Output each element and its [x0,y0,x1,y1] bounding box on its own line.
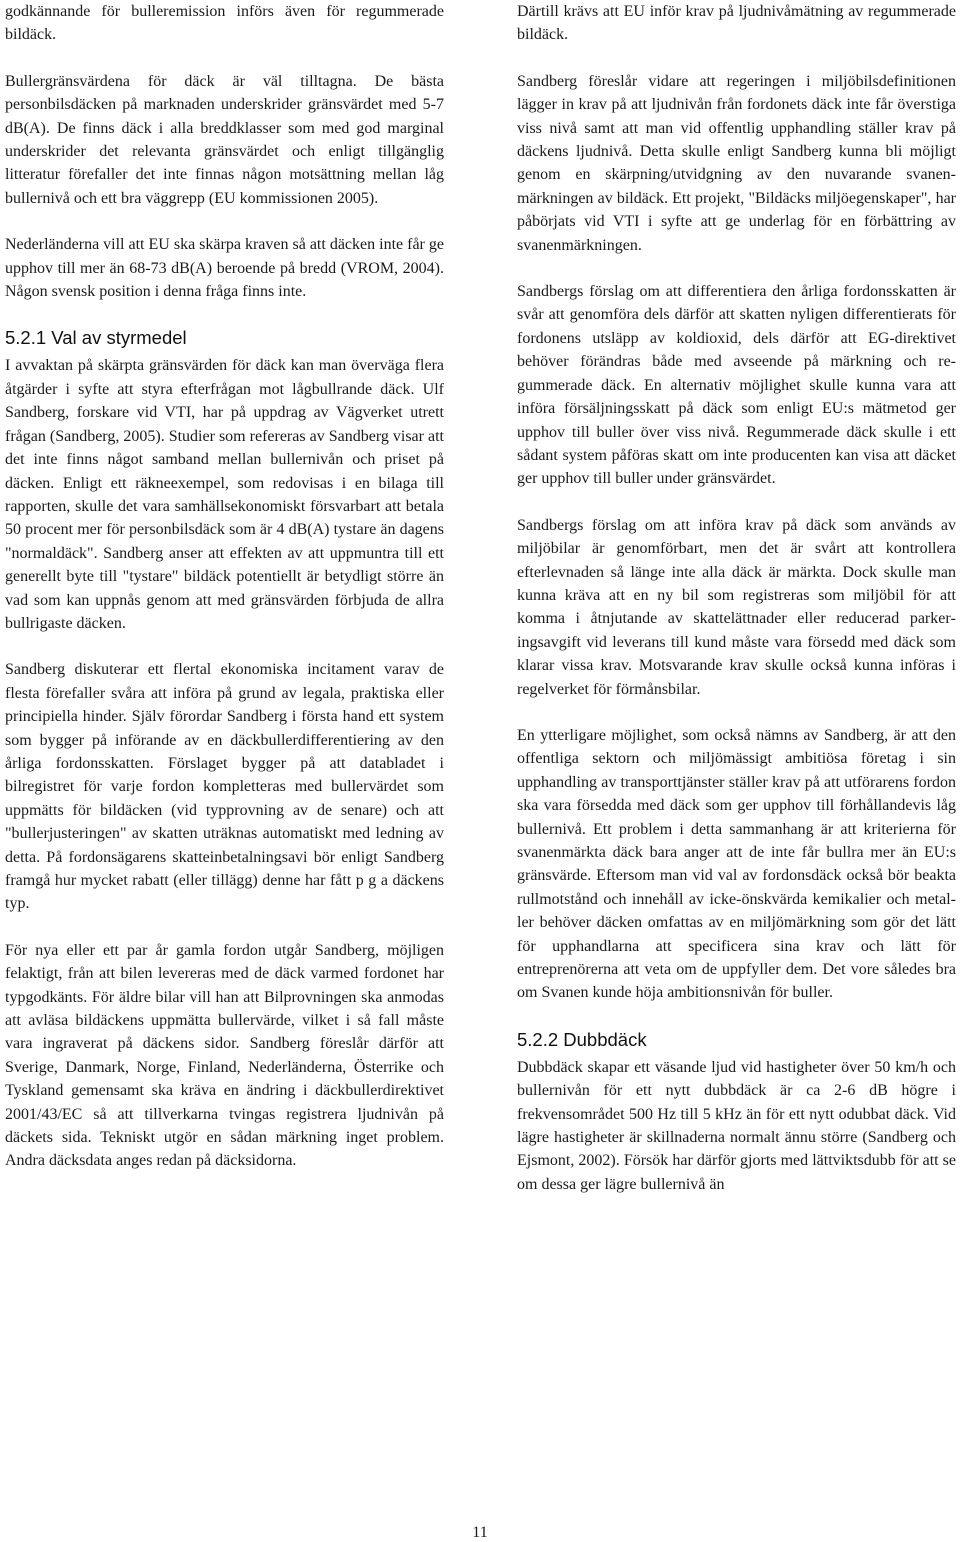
paragraph-public-procurement: En ytterligare möjlighet, som också nämns av Sandberg, är att den offentliga sektorn och miljömässigt ambitiösa företag i sin upphandling av transporttjänster ställer krav på att utförarens fordon ska vara försedda med däck som ger upphov till förhållandevis låg bullernivå. Ett problem i detta sammanhang är att kriterierna för svanenmärkta däck bara anger att de inte får bullra mer än EU:s gränsvärde. Eftersom man vid val av fordonsdäck också bör beakta rullmotstånd och innehåll av icke-önskvärda kemikalier och metaller behöver däcken omfattas av en miljömärkning som gör det lätt för upphandlarna att specificera sina krav och lätt för entreprenörerna att veta om de uppfyller dem. Det vore således bra om Svanen kunde höja ambitionsnivån för buller. [517,726,956,1002]
paragraph-retreaded-tyre-approval: godkännande för bulleremission införs även för regummerade bildäck. [5,3,444,44]
paragraph-vehicle-tax-differentiation: Sandbergs förslag om att differentiera den årliga fordonsskatten är svår att genomföra dels därför att skatten nyligen differentierats för fordonens utsläpp av koldioxid, dels därför att EG-direktivet behöver förändras både med avseende på märkning och regummerade däck. En alternativ möjlighet skulle kunna vara att införa försäljningsskatt på däck som enligt EU:s mätmetod ger upphov till buller över viss nivå. Regummerade däck skulle i ett sådant system påföras skatt om inte producenten kan visa att däcket ger upphov till buller under gränsvärdet. [517,283,956,488]
paragraph-noise-limits: Bullergränsvärdena för däck är väl tilltagna. De bästa personbilsdäcken på marknaden underskrider gränsvärdet med 5-7 dB(A). De finns däck i alla breddklasser som med god marginal underskrider det relevanta gränsvärdet och enligt tillgänglig litteratur förefaller det inte finnas någon motsättning mellan låg bullernivå och ett bra väggrepp (EU kommissionen 2005). [5,72,444,207]
paragraph-netherlands-position: Nederländerna vill att EU ska skärpa kraven så att däcken inte får ge upphov till mer än 68-73 dB(A) beroende på bredd (VROM, 2004). Någon svensk position i denna fråga finns inte. [5,236,444,301]
paragraph-environmental-car-requirements: Sandbergs förslag om att införa krav på däck som används av miljöbilar är genomförbart, men det är svårt att kontrollera efterlevnaden så länge inte alla däck är märkta. Dock skulle man kunna kräva att en ny bil som registreras som miljöbil för att komma i åtnjutande av skattelättnader eller reducerad parkeringsavgift vid leverans till kund måste vara försedd med däck som klarar vissa krav. Motsvarande krav skulle också kunna införas i regelverket för förmånsbilar. [517,516,956,698]
paragraph-economic-incentives: Sandberg diskuterar ett flertal ekonomiska incitament varav de flesta förefaller svåra att införa på grund av legala, praktiska eller principiella hinder. Själv förordar Sandberg i första hand ett system som bygger på införande av en däckbullerdifferentiering av den årliga fordonsskatten. Förslaget bygger på att databladet i bilregistret för varje fordon kompletteras med bullervärdet som uppmätts för bildäcken (vid typprovning av de senare) och att "bullerjusteringen" av skatten uträknas automatiskt med ledning av detta. På fordonsägarens skatteinbetalningsavi bör enligt Sandberg framgå hur mycket rabatt (eller tillägg) denne har fått p g a däckens typ. [5,661,444,913]
paragraph-new-vehicles: För nya eller ett par år gamla fordon utgår Sandberg, möjligen felaktigt, från att bilen levereras med de däck varmed fordonet har typgodkänts. För äldre bilar vill han att Bilprovningen ska anmodas att avläsa bildäckens uppmätta bullervärde, vilket i så fall måste vara ingraverat på däckens sidor. Sandberg föreslår därför att Sverige, Danmark, Norge, Finland, Nederländerna, Österrike och Tyskland gemensamt ska kräva en ändring i däckbullerdirektivet 2001/43/EC så att tillverkarna tvingas registrera ljudnivån på däckets sida. Tekniskt utgör en sådan märkning inget problem. Andra däcksdata anges redan på däcksidorna. [5,941,444,1170]
right-column [517,0,956,1219]
left-column [5,0,444,1196]
paragraph-studded-tyres: Dubbdäck skapar ett väsande ljud vid hastigheter över 50 km/h och bullernivån för ett nytt dubbdäck är ca 2-6 dB högre i frekvensområdet 500 Hz till 5 kHz än för ett nytt odubbat däck. Vid lägre hastigheter är skillnaderna normalt ännu större (Sandberg och Ejsmont, 2002). Försök har därför gjorts med lättviktsdubb för att se om dessa ger lägre bullernivå än [517,1058,956,1193]
section-heading-5-2-1: 5.2.1 Val av styrmedel [5,327,187,349]
paragraph-policy-instruments: I avvaktan på skärpta gränsvärden för däck kan man överväga flera åtgärder i syfte att styra efterfrågan mot lågbullrande däck. Ulf Sandberg, forskare vid VTI, har på uppdrag av Vägverket utrett frågan (Sandberg, 2005). Studier som refereras av Sandberg visar att det inte finns något samband mellan bullernivån och priset på däcken. Enligt ett räkneexempel, som redovisas i en bilaga till rapporten, skulle det vara samhällsekonomiskt försvarbart att betala 50 procent mer för personbilsdäck som är 4 dB(A) tystare än dagens "normaldäck". Sandberg anser att effekten av att uppmuntra till ett generellt byte till "tystare" bildäck potentiellt är betydligt större än vad som kan uppnås genom att med gränsvärden förbjuda de allra bullrigaste däcken. [5,357,444,632]
paragraph-environmental-car-definition: Sandberg föreslår vidare att regeringen i miljöbilsdefinitionen lägger in krav på att ljudnivån från fordonets däck inte får överstiga viss nivå samt att man vid offentlig upphandling ställer krav på däckens ljudnivå. Detta skulle enligt Sandberg kunna bli möjligt genom en skärpning/utvidgning av den nuvarande svanenmärkningen av bildäck. Ett projekt, "Bildäcks miljöegenskaper", har påbörjats vid VTI i syfte att ge underlag för en förbättring av svanenmärkningen. [517,72,956,254]
page-number: 11 [472,1524,488,1541]
section-heading-5-2-2: 5.2.2 Dubbdäck [517,1028,647,1050]
paragraph-retreaded-measurement: Därtill krävs att EU inför krav på ljudnivåmätning av regummerade bildäck. [517,3,956,44]
